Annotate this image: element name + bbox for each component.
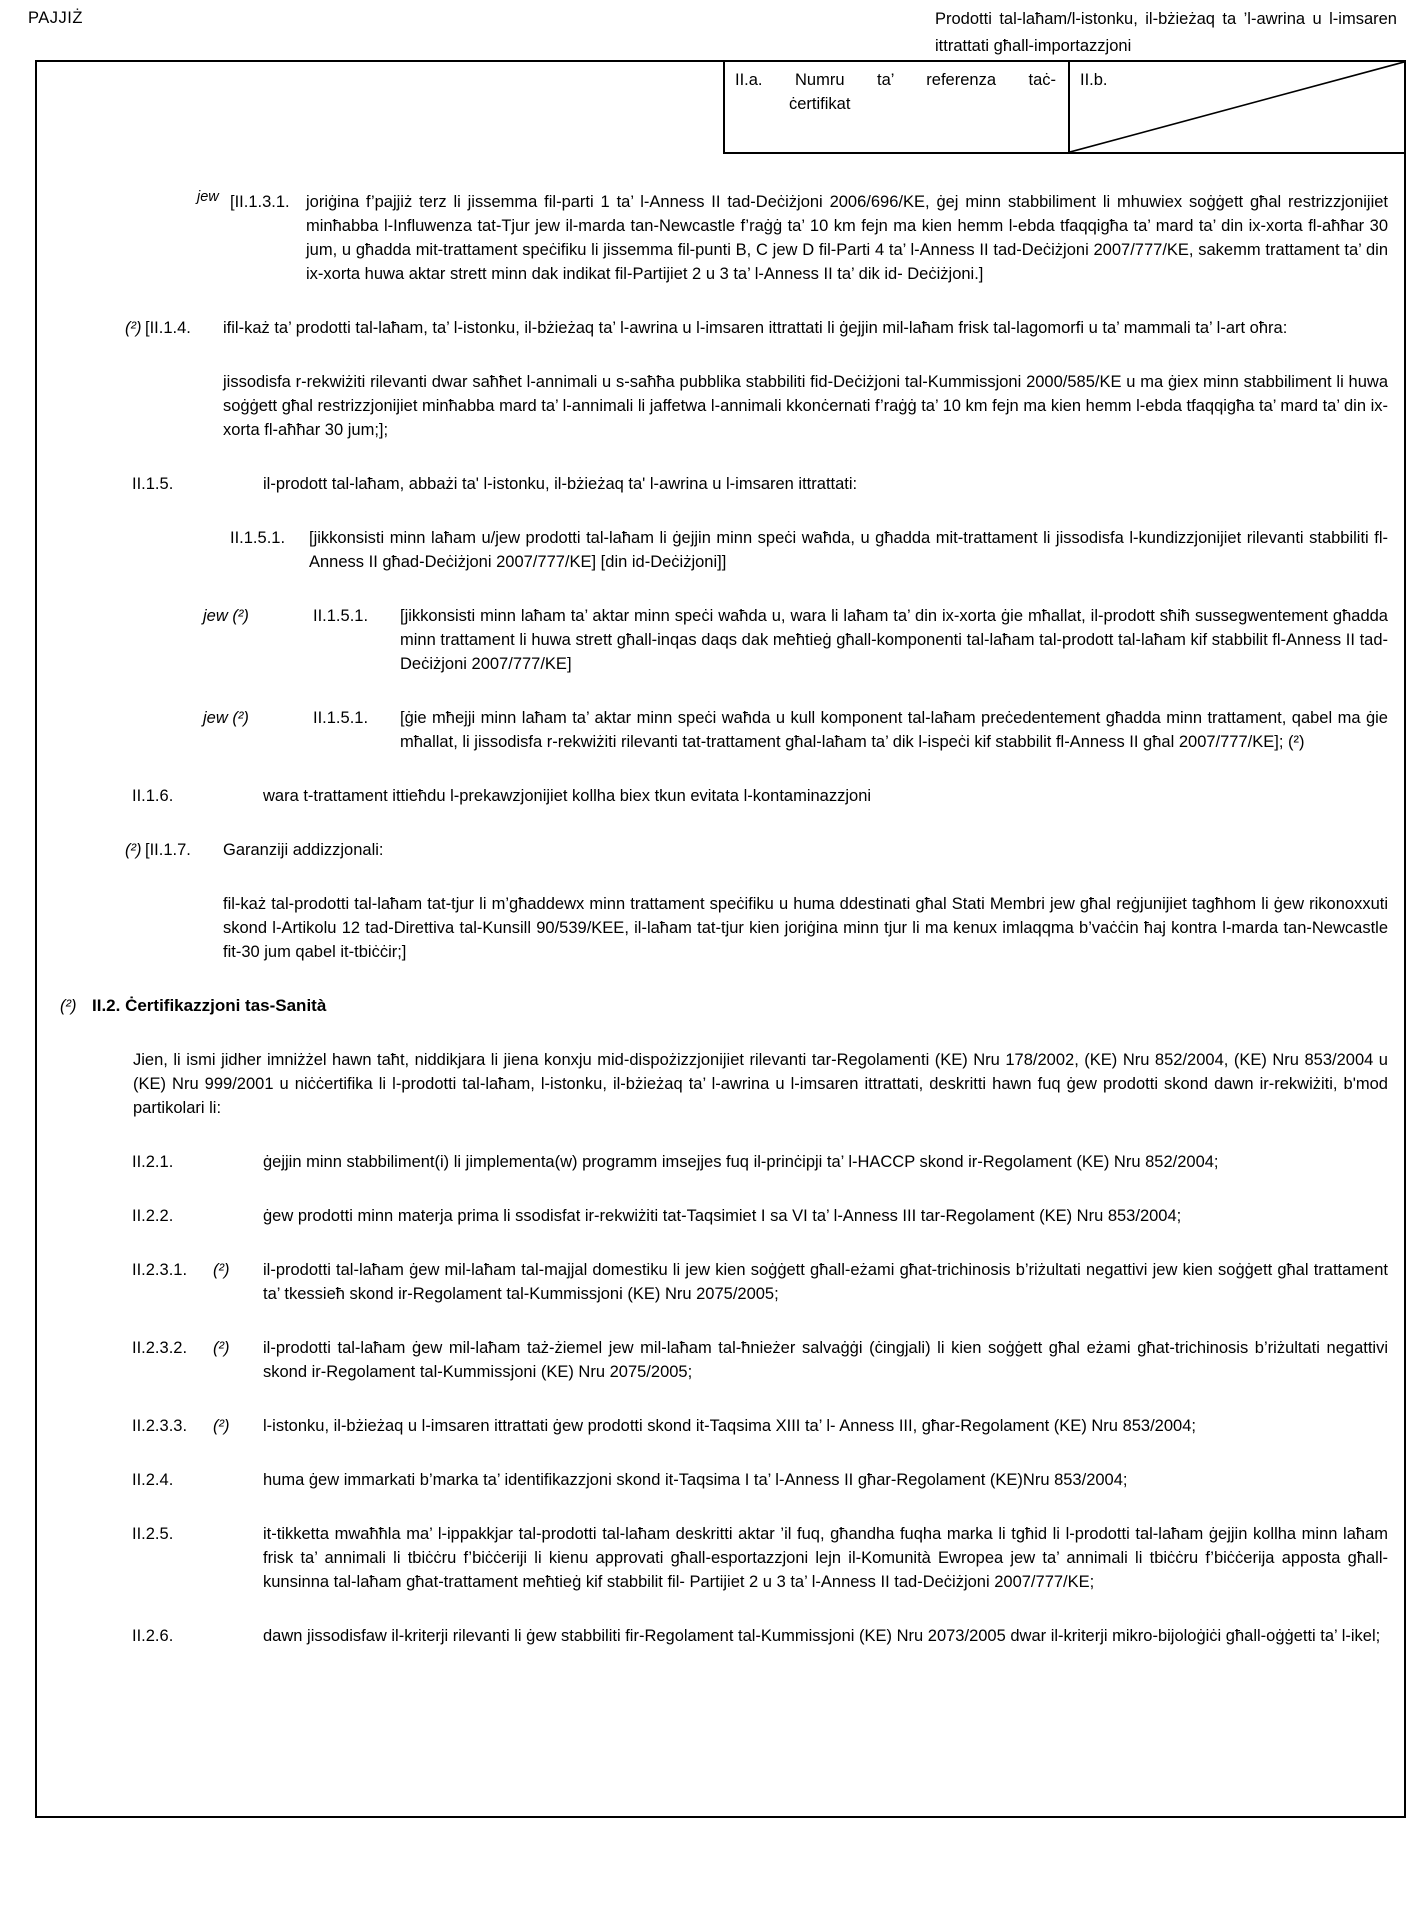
clause-number: II.1.5.1.	[313, 709, 369, 727]
ref-spacer-cell	[37, 62, 723, 154]
diagonal-strikethrough-line	[1070, 62, 1404, 152]
clause-text: il-prodott tal-laħam, abbażi ta' l-istonku, il-bżieżaq ta' l-awrina u l-imsaren ittrattati:	[263, 475, 858, 493]
clause-ii-2-3-3	[37, 1414, 1388, 1438]
clause-ii-1-7-subtext: fil-każ tal-prodotti tal-laħam tat-tjur li m’għaddewx minn trattament speċifiku u huma ddestinati għal Stati Membri jew għal reġjunijiet tagħhom li ġew rikonoxxuti skond l-Artikolu 12 tad-Direttiva tal-Kunsill 90/539/KEE, il-laħam tat-tjur kien joriġina minn tjur li ma kenux imlaqqma b’vaċċin ħaj kontra l-marda tan-Newcastle fit-30 jum qabel it-tbiċċir;]	[223, 895, 1388, 961]
clause-ii-2-1	[37, 1150, 1388, 1174]
clause-prefix: jew	[197, 189, 219, 205]
clause-ii-1-5	[37, 472, 1388, 496]
clause-ii-2-3-1	[37, 1258, 1388, 1306]
clause-ii-2-5	[37, 1522, 1388, 1594]
clause-text: il-prodotti tal-laħam ġew mil-laħam taż-żiemel jew mil-laħam tal-ħnieżer salvaġġi (ċingjali) li kien soġġett għal eżami għat-trichinosis b’riżultati negattivi skond ir-Regolament tal-Kummissjoni (KE) Nru 2075/2005;	[263, 1339, 1388, 1381]
clause-text: huma ġew immarkati b’marka ta’ identifikazzjoni skond it-Taqsima I ta’ l-Anness II għar-Regolament (KE)Nru 853/2004;	[263, 1471, 1128, 1489]
clause-text: [jikkonsisti minn laħam ta’ aktar minn speċi waħda u, wara li laħam ta’ din ix-xorta ġie mħallat, il-prodott sħiħ sussegwentement għadda minn trattament li huwa strett għall-inqas daqs dak meħtieġ għall-komponenti tal-laħam tal-prodott tal-laħam kif stabbilit fl-Anness II tad-Deċiżjoni 2007/777/KE]	[400, 607, 1388, 673]
ref-cell-b-label: II.b.	[1080, 71, 1112, 89]
clause-number: [II.1.7.	[145, 841, 191, 859]
clause-number: II.2.3.2.	[132, 1339, 188, 1357]
clause-prefix: jew (²)	[203, 709, 249, 727]
clause-ii-1-7	[37, 838, 1388, 862]
clause-number: II.2.5.	[132, 1525, 174, 1543]
clause-ii-1-5-1-alt-b	[37, 706, 1388, 754]
clause-ii-2-4	[37, 1468, 1388, 1492]
certificate-box	[35, 60, 1406, 1818]
reference-header-row	[37, 62, 1404, 154]
clause-ii-2-2	[37, 1204, 1388, 1228]
clause-text: il-prodotti tal-laħam ġew mil-laħam tal-majjal domestiku li jew kien soġġett għall-eżami għat-trichinosis b’riżultati negattivi jew kien soġġett għal trattament ta’ tkessieħ skond ir-Regolament tal-Kummissjoni (KE) Nru 2075/2005;	[263, 1261, 1388, 1303]
clause-number: II.2.1.	[132, 1153, 174, 1171]
clause-ii-1-5-1	[37, 526, 1388, 574]
clause-text: ġejjin minn stabbiliment(i) li jimplementa(w) programm imsejjes fuq il-prinċipji ta’ l-HACCP skond ir-Regolament (KE) Nru 852/2004;	[263, 1153, 1219, 1171]
clause-text: [jikkonsisti minn laħam u/jew prodotti tal-laħam li ġejjin minn speċi waħda, u għadda mit-trattament li jissodisfa l-kundizzjonijiet rilevanti stabbiliti fl-Anness II għad-Deċiżjoni 2007/777/KE] [din id-Deċiżjoni]]	[309, 529, 1388, 571]
section-ii-2-heading	[37, 994, 1388, 1018]
clause-ii-2-3-2	[37, 1336, 1388, 1384]
clause-number: II.2.3.3.	[132, 1417, 188, 1435]
clause-ii-1-4	[37, 316, 1388, 340]
clause-prefix: (²)	[213, 1417, 230, 1435]
clause-prefix: (²)	[213, 1261, 230, 1279]
document-title: Prodotti tal-laħam/l-istonku, il-bżieżaq ta ’l-awrina u l-imsaren ittrattati għall-importazzjoni	[935, 10, 1397, 55]
clauses-section	[37, 154, 1404, 1648]
section-ii-2-intro: Jien, li ismi jidher imniżżel hawn taħt, niddikjara li jiena konxju mid-dispożizzjonijiet rilevanti tar-Regolamenti (KE) Nru 178/2002, (KE) Nru 852/2004, (KE) Nru 853/2004 u (KE) Nru 999/2001 u niċċertifika li l-prodotti tal-laħam, l-istonku, il-bżieżaq ta’ l-awrina u l-imsaren ittrattati, deskritti hawn fuq ġew prodotti skond dawn ir-rekwiżiti, b'mod partikolari li:	[133, 1051, 1388, 1117]
ref-cell-b	[1068, 62, 1404, 154]
clause-number: II.1.5.	[132, 475, 174, 493]
heading-title: II.2. Ċertifikazzjoni tas-Sanità	[92, 996, 327, 1015]
clause-text: ġew prodotti minn materja prima li ssodisfat ir-rekwiżiti tat-Taqsimiet I sa VI ta’ l-Anness III tar-Regolament (KE) Nru 853/2004;	[263, 1207, 1182, 1225]
clause-ii-1-4-subtext: jissodisfa r-rekwiżiti rilevanti dwar saħħet l-annimali u s-saħħa pubblika stabbiliti fid-Deċiżjoni tal-Kummissjoni 2000/585/KE u ma ġiex minn stabbiliment li huwa soġġett għal restrizzjonijiet minħabba mard ta’ l-annimali li jaffetwa l-annimali kkonċernati f’raġġ ta’ 10 km fejn ma kien hemm l-ebda tfaqqigħa ta’ mard ta’ din ix-xorta fl-aħħar 30 jum;];	[223, 373, 1389, 439]
ref-cell-a	[723, 62, 1068, 154]
clause-text: Garanziji addizzjonali:	[223, 841, 384, 859]
clause-ii-1-3-1	[37, 190, 1388, 286]
clause-number: [II.1.3.1.	[230, 193, 290, 211]
clause-prefix: (²)	[125, 841, 142, 859]
clause-number: II.1.5.1.	[313, 607, 369, 625]
country-label: PAJJIŻ	[28, 9, 83, 27]
clause-text: [ġie mħejji minn laħam ta’ aktar minn speċi waħda u kull komponent tal-laħam preċedentement għadda minn trattament, qabel ma ġie mħallat, li jissodisfa r-rekwiżiti rilevanti tat-trattament għal-laħam ta’ dik l-ispeċi kif stabbilit fl-Anness II għal 2007/777/KE]; (²)	[400, 709, 1388, 751]
clause-number: II.2.4.	[132, 1471, 174, 1489]
heading-prefix: (²)	[60, 997, 77, 1015]
clause-number: [II.1.4.	[145, 319, 191, 337]
clause-number: II.2.3.1.	[132, 1261, 188, 1279]
clause-ii-1-6	[37, 784, 1388, 808]
clause-prefix: (²)	[125, 319, 142, 337]
clause-text: wara t-trattament ittieħdu l-prekawzjonijiet kollha biex tkun evitata l-kontaminazzjoni	[263, 787, 872, 805]
clause-text: ifil-każ ta’ prodotti tal-laħam, ta’ l-istonku, il-bżieżaq ta’ l-awrina u l-imsaren ittrattati li ġejjin mil-laħam frisk tal-lagomorfi u ta’ mammali ta’ l-art oħra:	[223, 319, 1288, 337]
clause-text: l-istonku, il-bżieżaq u l-imsaren ittrattati ġew prodotti skond it-Taqsima XIII ta’ l- Anness III, għar-Regolament (KE) Nru 853/2004;	[263, 1417, 1196, 1435]
clause-number: II.2.6.	[132, 1627, 174, 1645]
clause-ii-2-6	[37, 1624, 1388, 1648]
clause-number: II.1.5.1.	[230, 529, 286, 547]
clause-number: II.2.2.	[132, 1207, 174, 1225]
clause-text: joriġina f’pajjiż terz li jissemma fil-parti 1 ta’ l-Anness II tad-Deċiżjoni 2006/696/KE, ġej minn stabbiliment li mhuwiex soġġett għal restrizzjonijiet minħabba l-Influwenza tat-Tjur jew il-marda tan-Newcastle f’raġġ ta’ 10 km fejn ma kien hemm l-ebda tfaqqigħa ta’ mard ta’ din ix-xorta fl-aħħar 30 jum, u għadda mit-trattament speċifiku li jissemma fil-punti B, C jew D fil-Parti 4 ta’ l-Anness II tad-Deċiżjoni 2007/777/KE, sakemm trattament ta’ din ix-xorta huwa aktar strett minn dak indikat fil-Partijiet 2 u 3 ta’ l-Anness II ta’ dik id- Deċiżjoni.]	[306, 193, 1388, 283]
clause-ii-1-5-1-alt-a	[37, 604, 1388, 676]
clause-prefix: jew (²)	[203, 607, 249, 625]
clause-number: II.1.6.	[132, 787, 174, 805]
clause-prefix: (²)	[213, 1339, 230, 1357]
ref-cell-a-text-wrap: ċertifikat	[789, 95, 851, 113]
ref-cell-a-text: II.a. Numru ta’ referenza taċ-	[735, 71, 1056, 89]
clause-text: dawn jissodisfaw il-kriterji rilevanti li ġew stabbiliti fir-Regolament tal-Kummissjoni (KE) Nru 2073/2005 dwar il-kriterji mikro-bijoloġiċi għall-oġġetti ta’ l-ikel;	[263, 1627, 1381, 1645]
clause-text: it-tikketta mwaħħla ma’ l-ippakkjar tal-prodotti tal-laħam deskritti aktar ’il fuq, għandha fuqha marka li tgħid li l-prodotti tal-laħam ġejjin kollha minn laħam frisk ta’ annimali li tbiċċru f’biċċeriji li kienu approvati għall-esportazzjoni lejn il-Komunità Ewropea jew ta’ annimali li tbiċċru f’biċċerija apposta għall-kunsinna tal-laħam għat-trattament meħtieġ kif stabbilit fil- Partijiet 2 u 3 ta’ l-Anness II tad-Deċiżjoni 2007/777/KE;	[263, 1525, 1388, 1591]
